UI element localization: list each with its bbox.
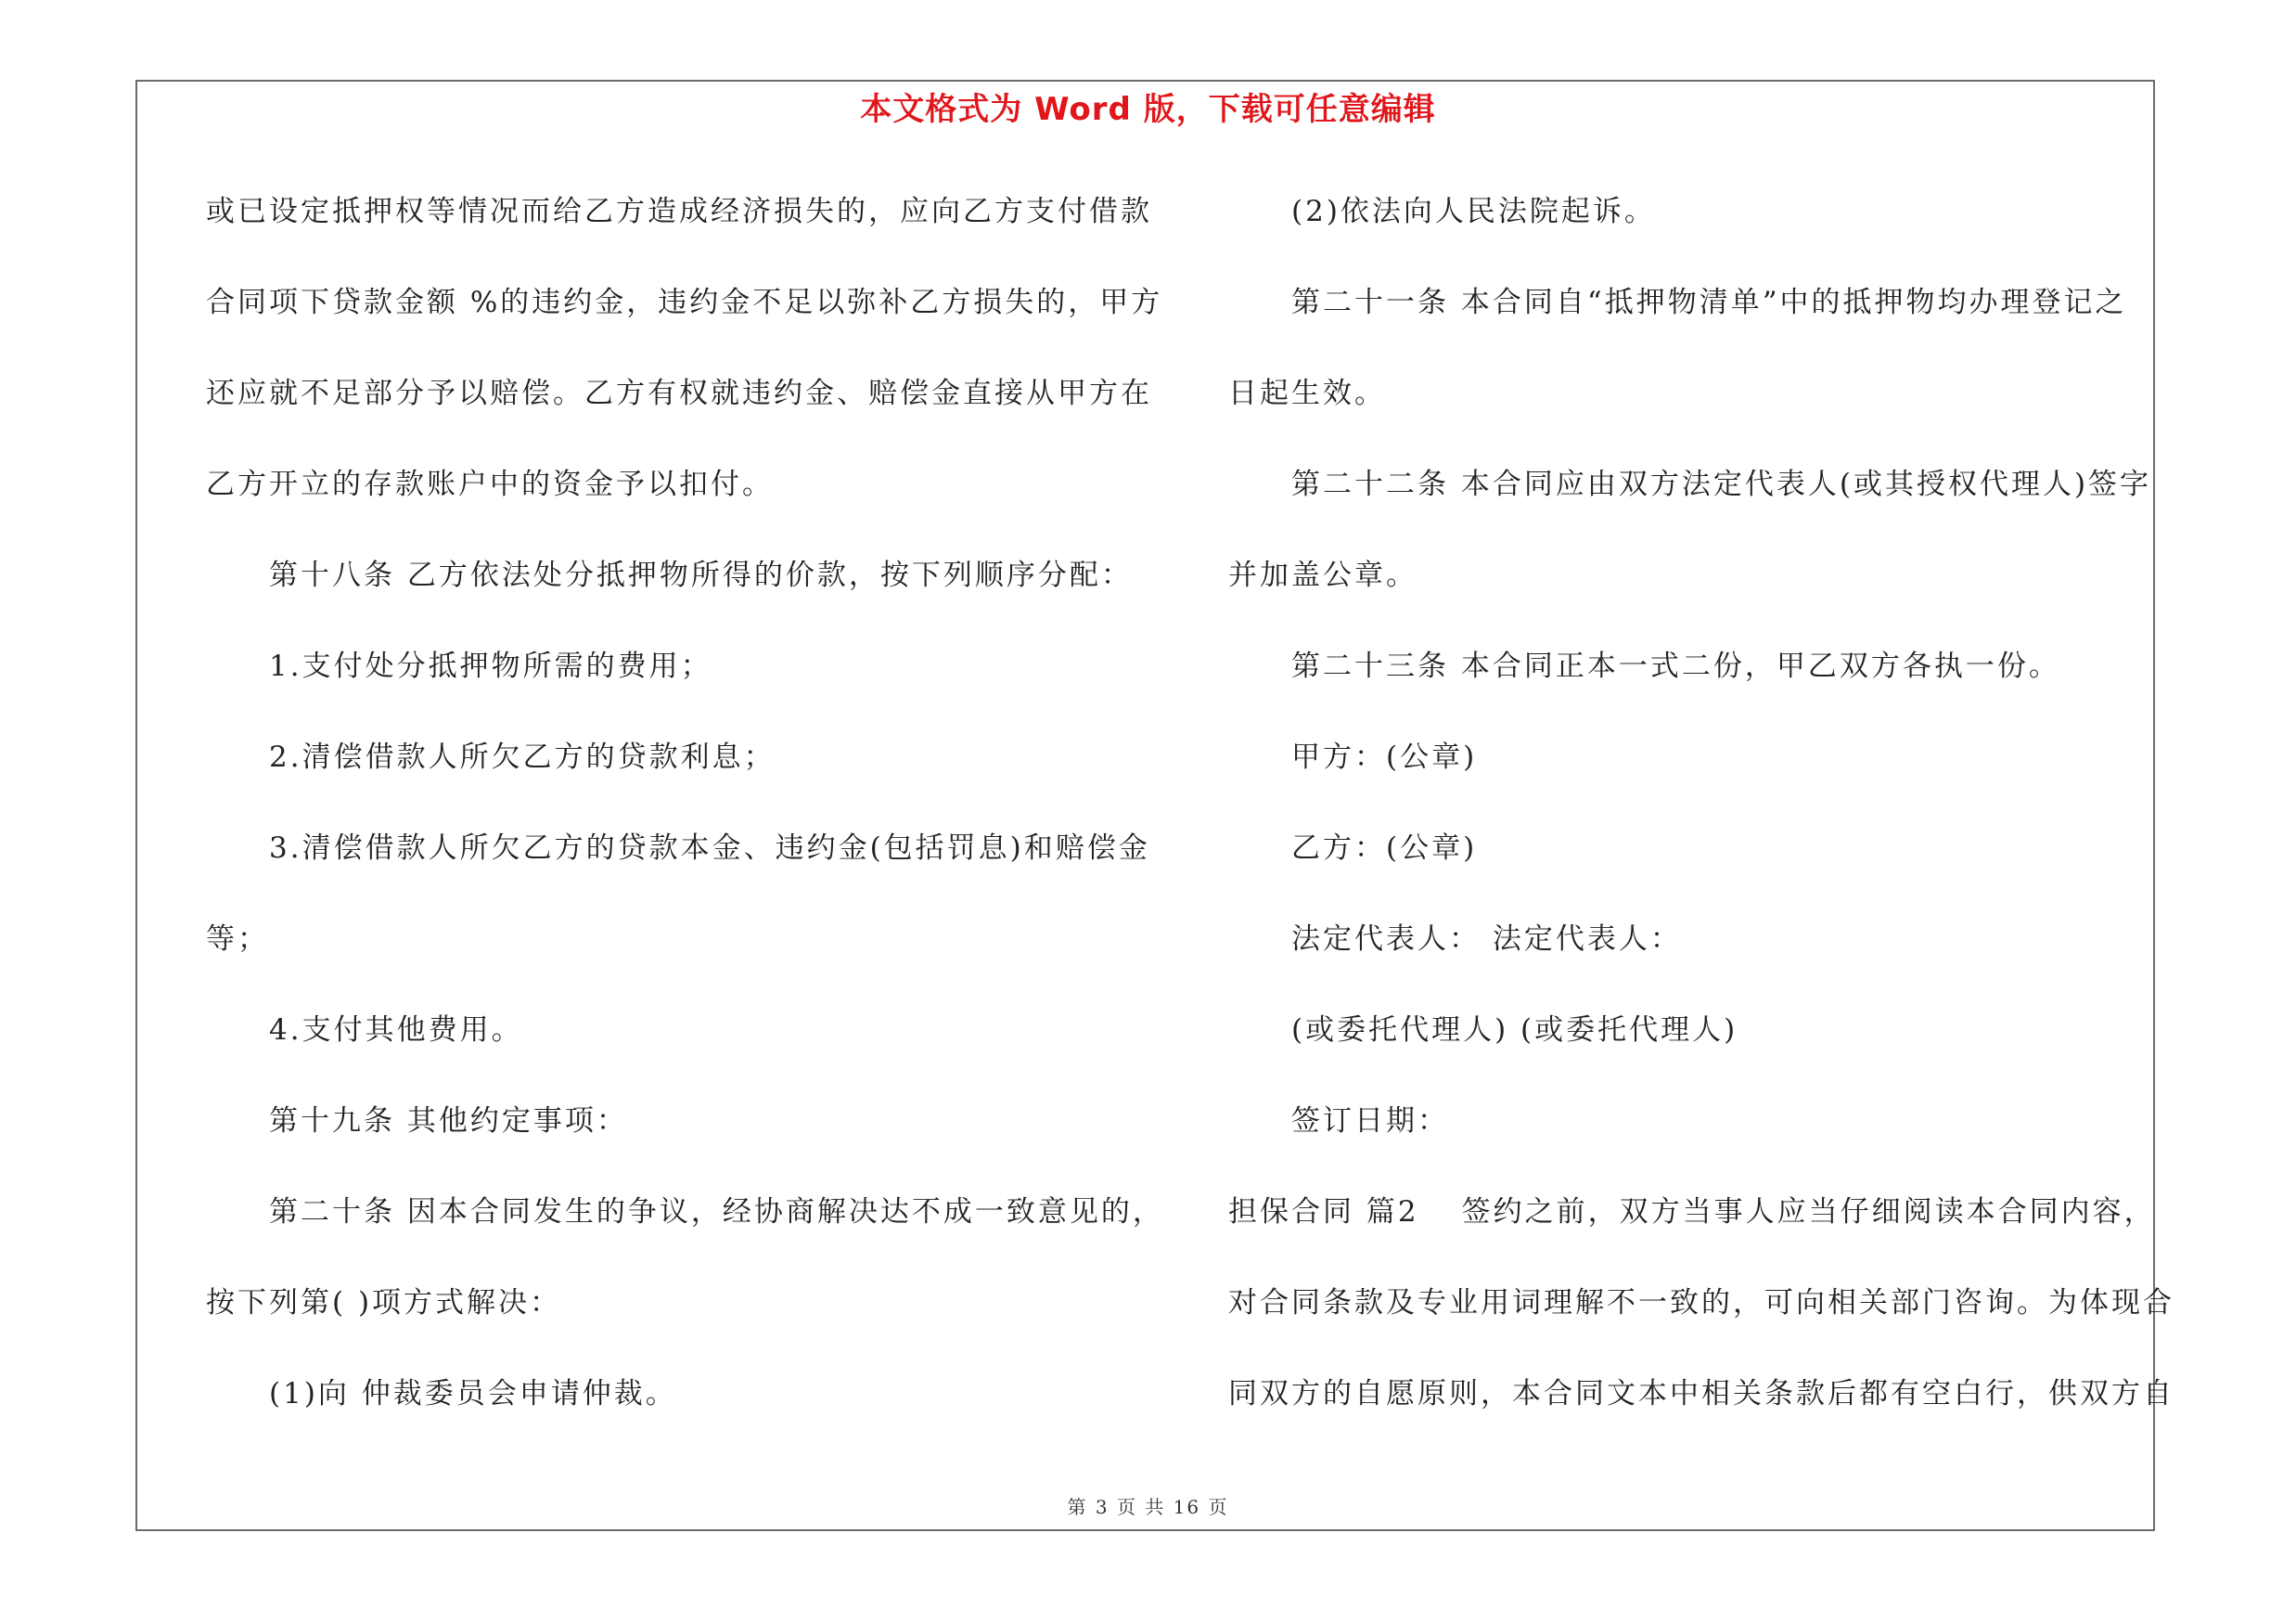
paragraph-line: 等； <box>206 922 269 956</box>
article-21-line: 第二十一条 本合同自“抵押物清单”中的抵押物均办理登记之 <box>1291 286 2127 319</box>
paragraph-line: 对合同条款及专业用词理解不一致的，可向相关部门咨询。为体现合 <box>1228 1286 2174 1320</box>
section-heading-line <box>1228 1184 2156 1275</box>
article-23-line: 第二十三条 本合同正本一式二份，甲乙双方各执一份。 <box>1291 650 2060 683</box>
court-option-line: (2)依法向人民法院起诉。 <box>1291 195 1656 228</box>
paragraph-line: 并加盖公章。 <box>1228 559 1417 592</box>
list-item-1: 1.支付处分抵押物所需的费用； <box>269 650 712 683</box>
authorized-agent-line: (或委托代理人) (或委托代理人) <box>1291 1013 1738 1047</box>
section-intro: 签约之前，双方当事人应当仔细阅读本合同内容， <box>1461 1195 2156 1229</box>
paragraph-line: 日起生效。 <box>1228 377 1386 410</box>
article-22-line: 第二十二条 本合同应由双方法定代表人(或其授权代理人)签字 <box>1291 468 2152 501</box>
page-number-footer: 第 3 页 共 16 页 <box>1067 1496 1229 1518</box>
arbitration-option-line: (1)向 仲裁委员会申请仲裁。 <box>269 1377 677 1410</box>
paragraph-line: 同双方的自愿原则，本合同文本中相关条款后都有空白行，供双方自 <box>1228 1377 2174 1410</box>
party-a-seal-line: 甲方：(公章) <box>1291 741 1478 774</box>
section-heading: 担保合同 篇2 <box>1228 1195 1419 1229</box>
party-b-seal-line: 乙方：(公章) <box>1291 831 1478 865</box>
list-item-4: 4.支付其他费用。 <box>269 1013 523 1047</box>
article-20-line: 第二十条 因本合同发生的争议，经协商解决达不成一致意见的， <box>269 1195 1164 1229</box>
paragraph-line: 还应就不足部分予以赔偿。乙方有权就违约金、赔偿金直接从甲方在 <box>206 377 1152 410</box>
banner-text: 本文格式为 Word 版，下载可任意编辑 <box>860 91 1436 128</box>
signing-date-line: 签订日期： <box>1291 1104 1449 1138</box>
list-item-3: 3.清偿借款人所欠乙方的贷款本金、违约金(包括罚息)和赔偿金 <box>269 831 1150 865</box>
right-text-column <box>1228 184 2174 1457</box>
list-item-2: 2.清偿借款人所欠乙方的贷款利息； <box>269 741 776 774</box>
paragraph-line: 按下列第( )项方式解决： <box>206 1286 562 1320</box>
paragraph-line: 或已设定抵押权等情况而给乙方造成经济损失的，应向乙方支付借款 <box>206 195 1152 228</box>
article-19-line: 第十九条 其他约定事项： <box>269 1104 628 1138</box>
paragraph-line: 乙方开立的存款账户中的资金予以扣付。 <box>206 468 774 501</box>
paragraph-line: 合同项下贷款金额 %的违约金，违约金不足以弥补乙方损失的，甲方 <box>206 286 1163 319</box>
left-text-column <box>206 184 1164 1457</box>
edit-notice-banner <box>0 89 2296 130</box>
article-18-line: 第十八条 乙方依法处分抵押物所得的价款，按下列顺序分配： <box>269 559 1133 592</box>
legal-representative-line: 法定代表人： 法定代表人： <box>1291 922 1682 956</box>
